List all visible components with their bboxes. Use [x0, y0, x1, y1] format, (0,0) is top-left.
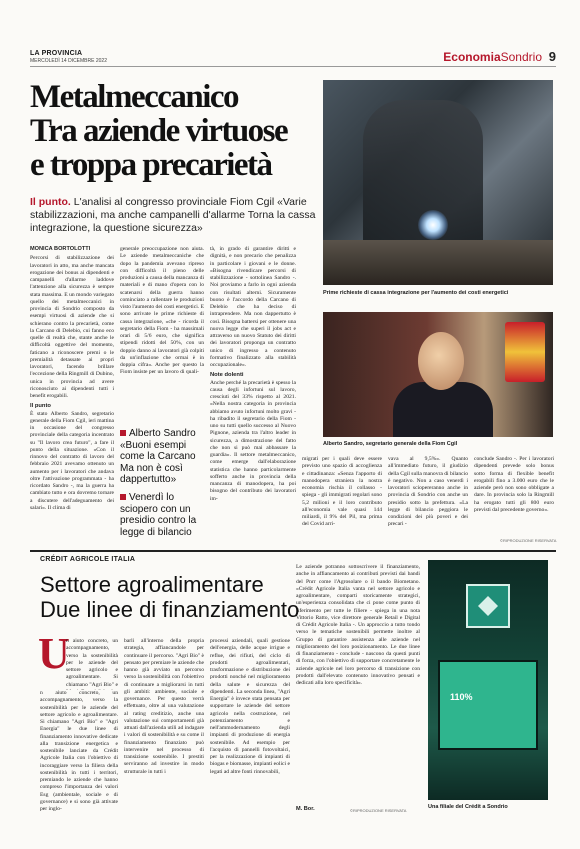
article2-column-1a [66, 638, 118, 690]
article1-column-3 [210, 246, 296, 546]
kicker-text: L'analisi al congresso provinciale Fiom Cgil «Varie stabilizzazioni, ma anche campanelli d'allarme Torna la cassa integrazione, la questione sicurezza» [30, 196, 316, 234]
title-line: e troppa precarietà [30, 147, 272, 183]
page-number: 9 [548, 49, 556, 64]
article1-column-1 [30, 246, 114, 546]
article2-column-2 [124, 638, 204, 835]
article-paragraph: n aiuto concreto, un accompagnamento, verso la sostenibilità per le aziende del settore agricolo e agroalimentare. Si chiamano "Agri Bio" e [66, 638, 118, 688]
pullquote-1 [120, 428, 206, 486]
article1-column-5 [388, 456, 468, 544]
article-paragraph: Percorsi di stabilizzazione dei lavoratori in atto, ma anche mancata erogazione dei bonus ai dipendenti e campanelli d'allarme laddove l'attenzione alla sicurezza è sempre stata massima. E un mondo variegato quello dei metalmeccanici in provincia di Sondrio composto da esempi virtuosi di aziende che si schierano contro la precarietà, come la Carcano di Delebio, cui fanno eco quelle di realtà che, stante anche le difficoltà oggettive del momento, faticano a riconoscere premi o le premialità detassate ai propri lavoratori, facendo brillare l'eccezione della Ringmill di Dubino, unica in provincia ad avere riconosciuto ai dipendenti tutti i benefit erogabili. [30, 255, 114, 399]
article2-label: CRÉDIT AGRICOLE ITALIA [40, 556, 136, 563]
welding-photo [323, 80, 553, 285]
article2-signature: M. Bor. [296, 806, 315, 812]
copyright-notice-2: ©RIPRODUZIONE RISERVATA [350, 808, 407, 813]
quote-marker [120, 494, 126, 500]
speaker-face [418, 332, 464, 390]
author-byline: MONICA BORTOLOTTI [30, 246, 91, 252]
welding-spark [418, 210, 448, 240]
title-line: Settore agroalimentare [40, 572, 264, 597]
union-banner [505, 322, 545, 382]
section-main: Economia [443, 50, 501, 64]
branch-display-screen [438, 660, 538, 750]
section-sub: Sondrio [500, 50, 542, 64]
screen-text: 110% [450, 692, 473, 702]
section-divider [30, 550, 556, 552]
article-paragraph: generale preoccupazione non aiuta. Le aziende metalmeccaniche che dopo la pandemia avevano ripreso con difficoltà il pieno delle produzioni a causa della mancanza di materiali e di mano d'opera con lo scatenarsi della guerra hanno cominciato a rallentare le produzioni visto l'aumento dei costi energetici. E sono arrivate le prime richieste di cassa integrazione, «che - ricorda il segretario della Fiom - ha massimali orari di 5/6 euro, che significa stipendi ridotti del 50%, con un doppio danno ai lavoratori già colpiti da un'inflazione che ormai è in doppia cifra». Anche per questo la Fiom insiste per un lavoro di quali- [120, 246, 204, 376]
quote-marker [120, 430, 126, 436]
article1-column-4 [302, 456, 382, 544]
photo2-caption: Alberto Sandro, segretario generale della Fiom Cgil [323, 441, 458, 447]
article-paragraph: vava al 9,5%». Quanto all'immediato futuro, il giudizio della Cgil sulla manovra di bilancio è negativo. Non a caso venerdì i lavoratori sciopereranno anche in provincia di Sondrio con anche un presidio sotto la prefettura. «La legge di bilancio peggiora le condizioni dei più poveri e dei precari - [388, 456, 468, 528]
article-paragraph: processi aziendali, quali gestione dell'energia, delle acque irrigue e reflue, dei rifiuti, del ciclo di prodotti agroalimentari, trasformazione e distribuzione dei prodotti nonché nel miglioramento della salute e sicurezza del dipendenti. La seconda linea, "Agri Energia" è invece stata pensata per supportare le aziende del settore agricolo nella costruzione, nel potenziamento e nell'ammodernamento degli impianti di produzione di energia sostenibile. Ad esempio per l'acquisto di pannelli fotovoltaici, per la realizzazione di impianti di biogas e biomasse, impianti eolici e legati ad altre fonti rinnovabili, [210, 638, 290, 775]
article1-column-6 [474, 456, 554, 536]
title-line: Metalmeccanico [30, 79, 239, 115]
article-paragraph: barli all'interno della propria strategia, affiancandole per continuare il percorso. "Agri Bio" è pensato per premiare le aziende che hanno già avviato un percorso verso la sostenibilità con l'obiettivo di continuare a migliorarsi in tutti gli ambiti: ambiente, sociale e governance. Per questo verrà effettuato, oltre al una valutazione al rating creditizio, anche una valutazione sui comportamenti già attuati dall'azienda utili ad indagare i valori di sostenibilità e su come il finanziamento finanziato può intervenire nel processo di transizione sostenibile. I prestiti serviranno ad investire in modo strutturale in tutti i [124, 638, 204, 775]
photo3-caption: Una filiale del Crédit a Sondrio [428, 804, 508, 810]
speaker-photo [323, 312, 553, 437]
header-rule [30, 66, 556, 67]
workbench [323, 240, 553, 285]
copyright-notice: ©RIPRODUZIONE RISERVATA [500, 538, 557, 543]
quote-text: Venerdì lo sciopero con un presidio contro la legge di bilancio [120, 492, 197, 538]
article2-column-4 [296, 564, 420, 804]
pullquote-2 [120, 492, 206, 538]
masthead: LA PROVINCIA [30, 50, 83, 57]
article1-title [30, 80, 320, 182]
article2-title [40, 572, 340, 622]
article2-column-1b [40, 690, 118, 835]
issue-date: MERCOLEDÌ 14 DICEMBRE 2022 [30, 58, 107, 64]
article2-column-3 [210, 638, 290, 835]
bank-logo-sign [466, 584, 510, 628]
article-paragraph: migrati per i quali deve essere previsto uno spazio di accoglienza e cittadinanza: «Senza l'apporto di manodopera straniera la nostra economia rischia il collasso - spiega - gli immigrati regolari sono 5,2 milioni e il loro contributo all'economia vale quasi 144 miliardi, il 9% del Pil, ma prima del Covid arri- [302, 456, 382, 528]
title-line: Due linee di finanziamento [40, 597, 300, 622]
subheading: Note dolenti [210, 372, 244, 379]
article-paragraph: È stato Alberto Sandro, segretario generale della Fiom Cgil, ieri mattina in occasione del congresso provinciale della categoria incentrato su "Il lavoro crea futuro", a fare il punto della situazione. «Con il rinnovo del contratto di lavoro del febbraio 2021 avevamo ottenuto un aumento per i lavoratori che andava oltre l'attivazione programmata - ha ricordato Sandro -, ma la guerra ha cambiato tutto e ora dovremo tornare a discutere dell'adeguamento dei salari». Il clima di [30, 410, 114, 511]
article-paragraph: tà, in grado di garantire diritti e dignità, e non precario che penalizza in particolare i giovani e le donne. «Bisogna rivendicare percorsi di stabilizzazione - sottolinea Sandro -. Noi proviamo a farlo in ogni azienda con risultati alterni. Sicuramente buono è l'accordo della Carcano di Delebio che ha deciso di intraprendere. Ma non dappertutto è così. Bisogna battersi per ottenere una nuova legge che superi il jobs act e attraverso un nuovo Statuto dei diritti dei lavoratori proponga un contratto unico di ingresso a contenuto formativo finalizzato alla stabilità occupazionale». [210, 246, 296, 368]
section-label [443, 50, 542, 64]
article-paragraph: Anche perché la precarietà è spesso la causa degli infortuni sul lavoro, cresciuti del 33% rispetto al 2021. «Nella nostra categoria in provincia abbiamo avuto infortuni molto gravi - ha ribadito il segretario della Fiom - uno su tutti quello successo al Nuovo Pignone, azienda tra l'altro leader in sicurezza, a dimostrazione del fatto che non si può mai abbassare la guardia». Il settore metalmeccanico, come emerge dall'elaborazione statistica che hanno particolarmente sofferto anche in provincia della mancanza di manodopera, ha poi bisogno del contributo dei lavoratori im- [210, 379, 296, 502]
bank-branch-photo [428, 560, 548, 800]
article-paragraph: conclude Sandro -. Per i lavoratori dipendenti prevede solo bonus sotto forma di flexible benefit erogabili fino a 3.000 euro che le aziende però non sono obbligate a dare. In provincia solo la Ringmill ha erogato tutti gli 800 euro previsti dal precedente governo». [474, 456, 554, 513]
article1-column-2 [120, 246, 204, 396]
title-line: Tra aziende virtuose [30, 113, 288, 149]
article1-kicker [30, 196, 320, 235]
kicker-lead: Il punto. [30, 196, 71, 208]
quote-text: Alberto Sandro «Buoni esempi come la Carcano Ma non è così dappertutto» [120, 428, 196, 485]
speaker-body [393, 382, 493, 437]
article-paragraph: Le aziende potranno sottoscrivere il finanziamento, anche in affiancamento ai contributi previsti dai bandi del Pnrr come l'Agrosolare o il bando Biometano. «Crédit Agricole Italia vanta nel settore agricolo e agroalimentare, comparti storicamente strategici, un'esperienza consolidata che ci pone come punto di riferimento per tutte le filiere - spiega in una nota Vittorio Ratto, vice direttore generale Retail e Digital di Crédit Agricole Italia -. Un approccio a tutto tondo verso le tematiche sostenibili permette inoltre al Gruppo di garantire assistenza alle aziende nel miglioramento del loro posizionamento. Le due linee di finanziamento - conclude - nascono da questi punti di forza, con l'obiettivo di supportare concretamente le aziende agricole nel loro percorso di transizione con prodotti dall'elevato contenuto innovativo pensati e dedicati alla loro specificità». [296, 564, 420, 686]
article-paragraph: n aiuto concreto, un accompagnamento, verso la sostenibilità per le aziende del settore agricolo e agroalimentare. Si chiamano "Agri Bio" e "Agri Energia" le due linee di finanziamento innovative dedicate alla transizione energetica e sostenibile lanciate da Crédit Agricole Italia con l'obiettivo di incoraggiare verso la filiera della sostenibilità in tutti i territori, premiando le aziende che hanno compreso l'importanza dei valori Esg (ambientale, sociale e di governance) e si sono già attivate per inglo- [40, 690, 118, 812]
photo1-caption: Prime richieste di cassa integrazione per l'aumento dei costi energetici [323, 290, 509, 296]
subheading: Il punto [30, 403, 51, 410]
dropcap: U [38, 629, 70, 678]
